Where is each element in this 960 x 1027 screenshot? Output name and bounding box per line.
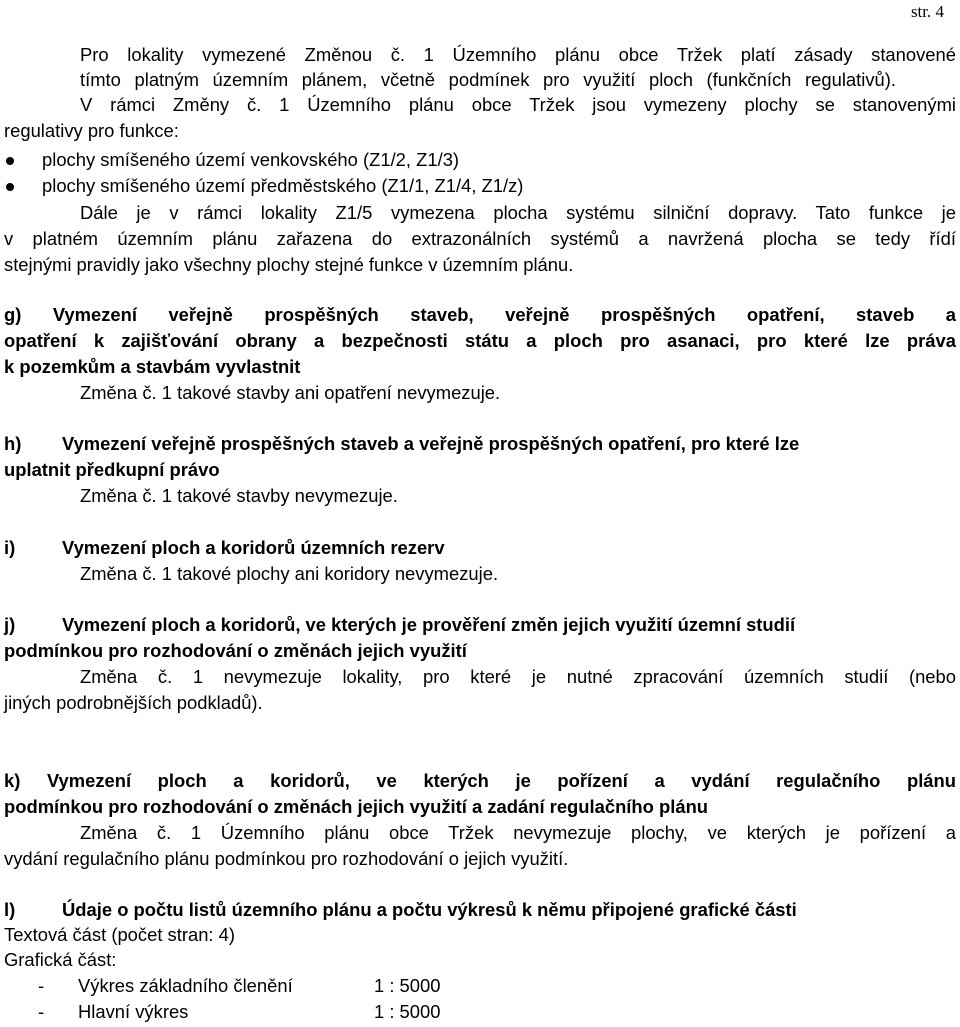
section-k-heading-line-1: k) Vymezení ploch a koridorů, ve kterých je pořízení a vydání regulačního plánu [4, 770, 956, 791]
bullet-icon [6, 157, 14, 165]
drawing-row [4, 999, 956, 1025]
section-h-letter: h) [4, 433, 22, 454]
intro-line-2: tímto platným územním plánem, včetně podmínek pro využití ploch (funkčních regulativů). [80, 69, 896, 90]
section-g-heading-line-1: g) Vymezení veřejně prospěšných staveb, veřejně prospěšných opatření, staveb a [4, 304, 956, 325]
bullet-item-2: plochy smíšeného území předměstského (Z1/1, Z1/4, Z1/z) [42, 175, 524, 196]
section-l-heading [4, 897, 956, 923]
drawing-scale: 1 : 5000 [374, 1001, 441, 1022]
page-number: str. 4 [910, 2, 944, 21]
traffic-line-2: v platném územním plánu zařazena do extrazonálních systémů a navržená plocha se tedy řídí [4, 228, 956, 249]
section-j-heading-line-1 [4, 612, 956, 638]
section-i-heading [4, 535, 956, 561]
bullet-icon [6, 183, 14, 191]
section-g-heading-line-3: k pozemkům a stavbám vyvlastnit [4, 356, 301, 377]
section-l-letter: l) [4, 899, 16, 920]
section-g-heading-line-2: opatření k zajišťování obrany a bezpečnosti státu a ploch pro asanaci, pro které lze práva [4, 330, 956, 351]
section-h-text: Změna č. 1 takové stavby nevymezuje. [80, 485, 398, 506]
section-k-heading-line-2: podmínkou pro rozhodování o změnách jejich využití a zadání regulačního plánu [4, 796, 709, 817]
section-k-text-line-2: vydání regulačního plánu podmínkou pro rozhodování o jejich využití. [4, 848, 569, 869]
drawing-scale: 1 : 5000 [374, 975, 441, 996]
section-i-letter: i) [4, 537, 16, 558]
drawing-name: Výkres základního členění [78, 975, 293, 996]
traffic-line-1: Dále je v rámci lokality Z1/5 vymezena plocha systému silniční dopravy. Tato funkce je [80, 202, 956, 223]
section-i-title: Vymezení ploch a koridorů územních rezerv [62, 537, 445, 558]
traffic-line-3: stejnými pravidly jako všechny plochy stejné funkce v územním plánu. [4, 254, 574, 275]
section-k-text-line-1: Změna č. 1 Územního plánu obce Tržek nevymezuje plochy, ve kterých je pořízení a [80, 822, 956, 843]
intro-line-1: Pro lokality vymezené Změnou č. 1 Územního plánu obce Tržek platí zásady stanovené [80, 44, 956, 65]
intro-line-4: regulativy pro funkce: [4, 120, 179, 141]
section-h-heading-line-1 [4, 431, 956, 457]
section-h-heading-line-2: uplatnit předkupní právo [4, 459, 220, 480]
section-j-title: Vymezení ploch a koridorů, ve kterých je prověření změn jejich využití územní studií [62, 614, 796, 635]
intro-line-3: V rámci Změny č. 1 Územního plánu obce Tržek jsou vymezeny plochy se stanovenými [80, 94, 956, 115]
drawing-dash: - [38, 975, 45, 996]
section-h-title: Vymezení veřejně prospěšných staveb a veřejně prospěšných opatření, pro které lze [62, 433, 800, 454]
drawing-name: Hlavní výkres [78, 1001, 189, 1022]
section-l-title: Údaje o počtu listů územního plánu a počtu výkresů k němu připojené grafické části [62, 899, 797, 920]
text-part-count: Textová část (počet stran: 4) [4, 924, 236, 945]
section-j-text-line-2: jiných podrobnějších podkladů). [4, 692, 263, 713]
section-g-text: Změna č. 1 takové stavby ani opatření nevymezuje. [80, 382, 501, 403]
section-i-text: Změna č. 1 takové plochy ani koridory nevymezuje. [80, 563, 499, 584]
bullet-item-1: plochy smíšeného území venkovského (Z1/2, Z1/3) [42, 149, 460, 170]
drawing-dash: - [38, 1001, 45, 1022]
drawing-row [4, 973, 956, 999]
section-j-text-line-1: Změna č. 1 nevymezuje lokality, pro které je nutné zpracování územních studií (nebo [80, 666, 956, 687]
graphic-part-label: Grafická část: [4, 949, 117, 970]
section-j-letter: j) [4, 614, 16, 635]
section-j-heading-line-2: podmínkou pro rozhodování o změnách jejich využití [4, 640, 467, 661]
